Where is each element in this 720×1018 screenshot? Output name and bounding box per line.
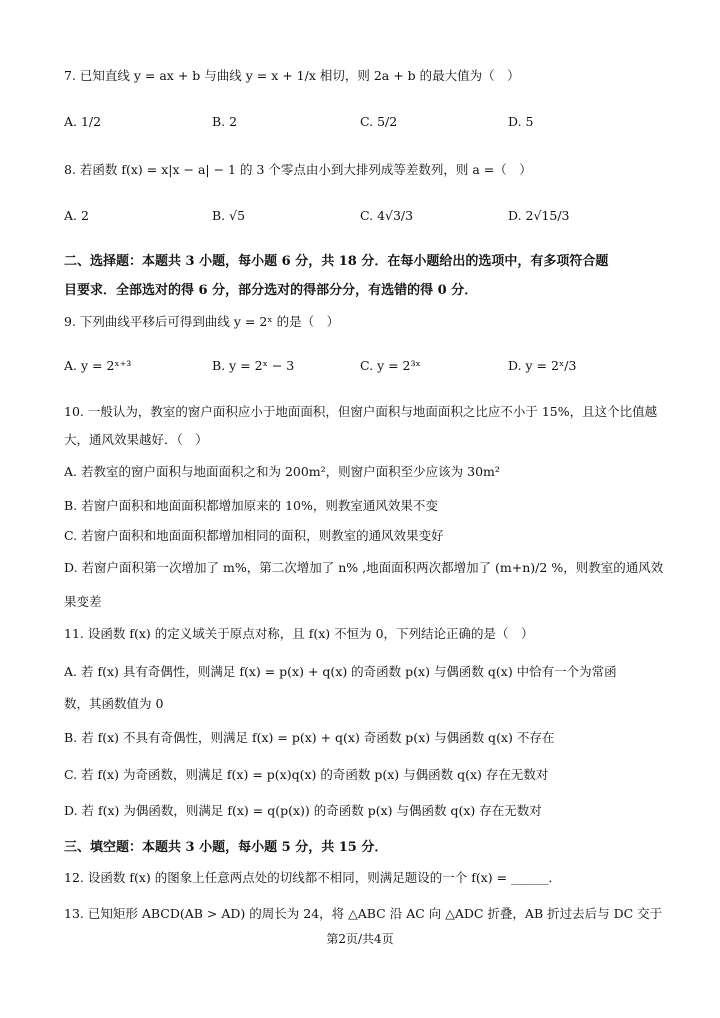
question-12: 12. 设函数 f(x) 的图象上任意两点处的切线都不相同，则满足题设的一个 f(x) = ______．	[64, 870, 562, 885]
question-10-stem-line2: 大，通风效果越好．（ ）	[64, 432, 208, 447]
q8-option-a: A. 2	[64, 208, 89, 223]
section-3-heading: 三、填空题：本题共 3 小题，每小题 5 分，共 15 分．	[64, 840, 388, 855]
q11-option-a-line1: A. 若 f(x) 具有奇偶性，则满足 f(x) = p(x) + q(x) 的奇函数 p(x) 与偶函数 q(x) 中恰有一个为常函	[64, 664, 617, 679]
question-7-stem: 7. 已知直线 y = ax + b 与曲线 y = x + 1/x 相切，则 2a + b 的最大值为（ ）	[64, 68, 520, 83]
q7-option-d: D. 5	[508, 114, 534, 129]
q9-option-d: D. y = 2ˣ/3	[508, 358, 577, 373]
question-8-stem: 8. 若函数 f(x) = x|x − a| − 1 的 3 个零点由小到大排列成等差数列，则 a =（ ）	[64, 162, 532, 177]
q9-option-a: A. y = 2ˣ⁺³	[64, 358, 132, 373]
section-2-heading-line2: 目要求．全部选对的得 6 分，部分选对的得部分分，有选错的得 0 分．	[64, 283, 478, 298]
q7-option-a: A. 1/2	[64, 114, 102, 129]
question-10-stem-line1: 10. 一般认为，教室的窗户面积应小于地面面积，但窗户面积与地面面积之比应不小于 15%，且这个比值越	[64, 404, 658, 419]
q9-option-c: C. y = 2³ˣ	[360, 358, 421, 373]
q8-option-d: D. 2√15/3	[508, 208, 570, 223]
q11-option-a-line2: 数，其函数值为 0	[64, 696, 164, 711]
question-11-stem: 11. 设函数 f(x) 的定义域关于原点对称，且 f(x) 不恒为 0，下列结论正确的是（ ）	[64, 626, 534, 641]
q8-option-c: C. 4√3/3	[360, 208, 414, 223]
q11-option-b: B. 若 f(x) 不具有奇偶性，则满足 f(x) = p(x) + q(x) 奇函数 p(x) 与偶函数 q(x) 不存在	[64, 730, 555, 745]
q7-option-b: B. 2	[212, 114, 238, 129]
q8-option-b: B. √5	[212, 208, 246, 223]
question-13: 13. 已知矩形 ABCD(AB > AD) 的周长为 24，将 △ABC 沿 AC 向 △ADC 折叠，AB 折过去后与 DC 交于	[64, 906, 663, 921]
q10-option-a: A. 若教室的窗户面积与地面面积之和为 200m²，则窗户面积至少应该为 30m²	[64, 464, 500, 479]
question-9-stem: 9. 下列曲线平移后可得到曲线 y = 2ˣ 的是（ ）	[64, 314, 340, 329]
q10-option-d-line2: 果变差	[64, 594, 102, 609]
q11-option-c: C. 若 f(x) 为奇函数，则满足 f(x) = p(x)q(x) 的奇函数 p(x) 与偶函数 q(x) 存在无数对	[64, 767, 549, 782]
q10-option-c: C. 若窗户面积和地面面积都增加相同的面积，则教室的通风效果变好	[64, 528, 444, 543]
section-2-heading-line1: 二、选择题：本题共 3 小题，每小题 6 分，共 18 分．在每小题给出的选项中，有多项符合题	[64, 254, 609, 269]
q10-option-b: B. 若窗户面积和地面面积都增加原来的 10%，则教室通风效果不变	[64, 498, 438, 513]
q9-option-b: B. y = 2ˣ − 3	[212, 358, 295, 373]
q10-option-d-line1: D. 若窗户面积第一次增加了 m%，第二次增加了 n% ,地面面积两次都增加了 (m+n)/2 %，则教室的通风效	[64, 560, 664, 575]
q7-option-c: C. 5/2	[360, 114, 398, 129]
page-footer: 第2页/共4页	[326, 932, 394, 946]
q11-option-d: D. 若 f(x) 为偶函数，则满足 f(x) = q(p(x)) 的奇函数 p(x) 与偶函数 q(x) 存在无数对	[64, 803, 542, 818]
